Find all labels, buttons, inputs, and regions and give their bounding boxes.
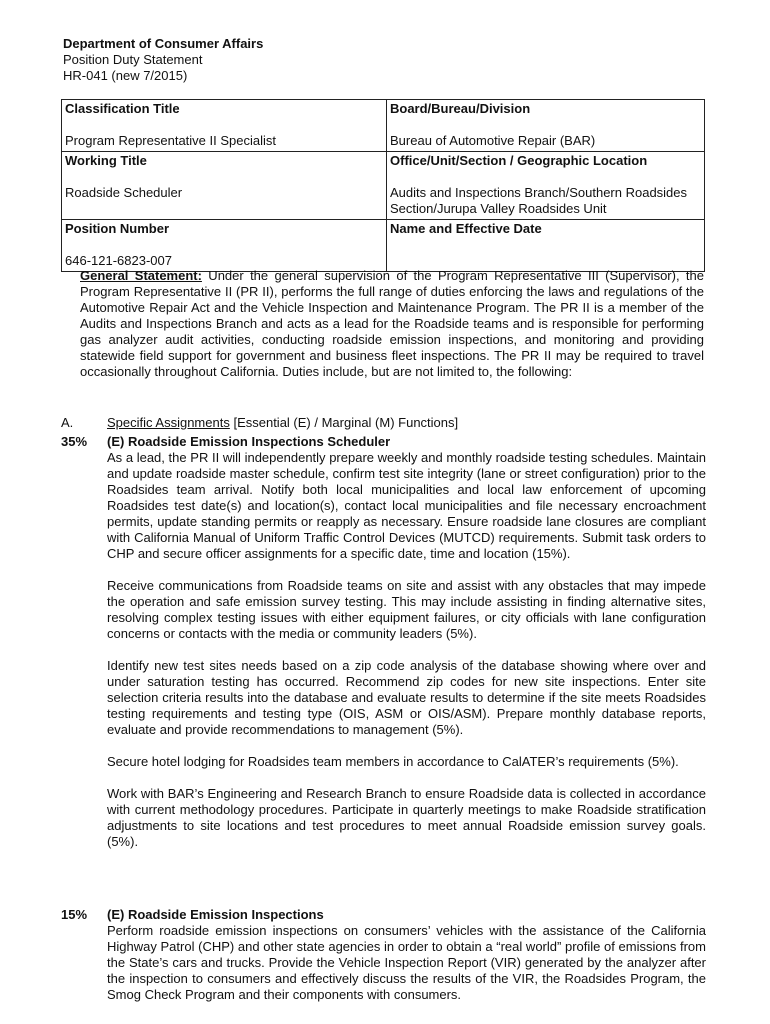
office-cell bbox=[387, 152, 705, 220]
department-name: Department of Consumer Affairs bbox=[63, 36, 264, 51]
general-statement bbox=[80, 268, 704, 380]
position-number-label: Position Number bbox=[65, 221, 170, 236]
classification-value: Program Representative II Specialist bbox=[65, 133, 276, 148]
duty-percent: 35% bbox=[61, 434, 88, 449]
duty-paragraph: Receive communications from Roadside teams on site and assist with any obstacles that may impede the operation and safe emission survey testing. This may include assisting in finding alternative sites, resolving complex testing issues with either equipment failures, or city officials with lane configuration concerns or contacts with the media or community leaders (5%). bbox=[107, 578, 706, 641]
name-date-cell bbox=[387, 220, 705, 272]
board-value: Bureau of Automotive Repair (BAR) bbox=[390, 133, 596, 148]
duty-heading: (E) Roadside Emission Inspections bbox=[107, 907, 324, 922]
duty-paragraph: Work with BAR’s Engineering and Research Branch to ensure Roadside data is collected in accordance with current methodology procedures. Participate in quarterly meetings to make Roadside stratification adjustments to site locations and test procedures to meet annual Roadside emission survey goals. (5%). bbox=[107, 786, 706, 849]
working-title-value: Roadside Scheduler bbox=[65, 185, 183, 200]
classification-label: Classification Title bbox=[65, 101, 180, 116]
working-title-label: Working Title bbox=[65, 153, 147, 168]
duty-paragraph: Identify new test sites needs based on a zip code analysis of the database showing where over and under saturation testing has occurred. Recommend zip codes for new site inspections. Enter site selection criteria results into the database and evaluate results to determine if the site meets Roadsides testing requirements and testing type (OIS, ASM or OIS/ASM). Prepare monthly database reports, evaluate and provide recommendations to management (5%). bbox=[107, 658, 706, 737]
form-number: HR-041 (new 7/2015) bbox=[63, 68, 188, 83]
specific-assignments-heading bbox=[61, 415, 706, 433]
assignments-subtitle: [Essential (E) / Marginal (M) Functions] bbox=[229, 415, 459, 430]
board-label: Board/Bureau/Division bbox=[390, 101, 531, 116]
classification-cell bbox=[62, 100, 387, 152]
duty-heading: (E) Roadside Emission Inspections Scheduler bbox=[107, 434, 391, 449]
office-label: Office/Unit/Section / Geographic Location bbox=[390, 153, 648, 168]
position-number-value: 646-121-6823-007 bbox=[65, 253, 172, 268]
duty-paragraph: Secure hotel lodging for Roadsides team members in accordance to CalATER’s requirements (5%). bbox=[107, 754, 679, 769]
general-statement-text: Under the general supervision of the Program Representative III (Supervisor), the Program Representative II (PR II), performs the full range of duties enforcing the laws and regulations of the Automotive Repair Act and the Vehicle Inspection and Maintenance Program. The PR II is a member of the Audits and Inspections Branch and acts as a lead for the Roadside teams and is responsible for performing gas analyzer audit activities, conducting roadside emission inspections, and monitoring and providing statewide field support for government and business fleet inspections. The PR II may be required to travel occasionally throughout California. Duties include, but are not limited to, the following: bbox=[80, 268, 704, 379]
working-title-cell bbox=[62, 152, 387, 220]
general-statement-lead: General Statement: bbox=[80, 268, 202, 283]
position-info-table bbox=[61, 99, 705, 272]
assignments-title: Specific Assignments bbox=[107, 415, 230, 430]
document-header bbox=[63, 36, 263, 84]
office-value: Audits and Inspections Branch/Southern Roadsides Section/Jurupa Valley Roadsides Unit bbox=[390, 185, 688, 216]
table-row bbox=[62, 152, 705, 220]
duty-paragraph: Perform roadside emission inspections on consumers’ vehicles with the assistance of the California Highway Patrol (CHP) and other state agencies in order to obtain a “real world” profile of emissions from the State’s cars and trucks. Provide the Vehicle Inspection Report (VIR) generated by the analyzer after the inspection to consumers and effectively discuss the results of the VIR, the Roadsides Program, the Smog Check Program and their components with consumers. bbox=[107, 923, 706, 1002]
position-number-cell bbox=[62, 220, 387, 272]
section-marker: A. bbox=[61, 415, 74, 430]
table-row bbox=[62, 100, 705, 152]
board-cell bbox=[387, 100, 705, 152]
document-title: Position Duty Statement bbox=[63, 52, 203, 67]
table-row bbox=[62, 220, 705, 272]
duty-percent: 15% bbox=[61, 907, 88, 922]
name-date-label: Name and Effective Date bbox=[390, 221, 542, 236]
duty-paragraph: As a lead, the PR II will independently prepare weekly and monthly roadside testing schedules. Maintain and update roadside master schedule, confirm test site integrity (lane or street configuration) prior to the Roadsides team arrival. Notify both local municipalities and local law enforcement of upcoming Roadsides test date(s) and location(s), contact local municipalities and file necessary encroachment permits, update standing permits or reapply as necessary. Ensure roadside lane closures are compliant with California Manual of Uniform Traffic Control Devices (MUTCD) requirements. Submit task orders to CHP and secure officer assignments for a specific date, time and location (15%). bbox=[107, 450, 706, 561]
